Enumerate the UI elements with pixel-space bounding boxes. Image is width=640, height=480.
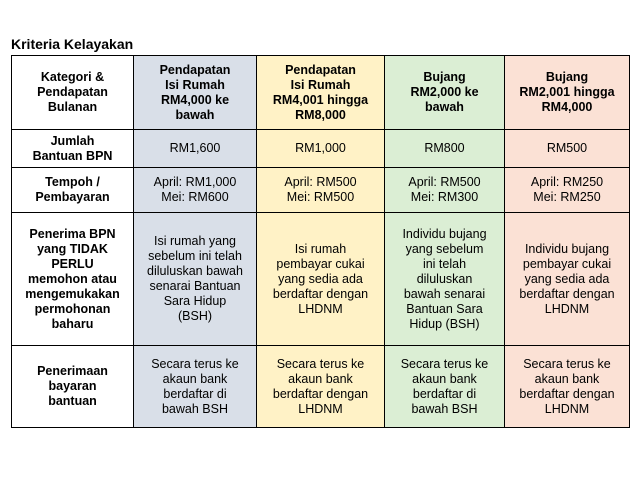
table-row xyxy=(12,346,630,428)
table-cell: April: RM250 Mei: RM250 xyxy=(505,168,630,213)
table-cell: RM1,000 xyxy=(257,130,385,168)
header-household-rm4001-rm8000: Pendapatan Isi Rumah RM4,001 hingga RM8,000 xyxy=(257,56,385,130)
table-cell: RM500 xyxy=(505,130,630,168)
row-label-recipients: Penerima BPN yang TIDAK PERLU memohon atau mengemukakan permohonan baharu xyxy=(12,213,134,346)
table-cell: RM800 xyxy=(385,130,505,168)
table-cell: Isi rumah pembayar cukai yang sedia ada berdaftar dengan LHDNM xyxy=(257,213,385,346)
eligibility-criteria-table xyxy=(11,55,630,428)
row-label-payment-receipt: Penerimaan bayaran bantuan xyxy=(12,346,134,428)
table-cell: RM1,600 xyxy=(134,130,257,168)
table-row xyxy=(12,130,630,168)
table-row xyxy=(12,213,630,346)
table-cell: Individu bujang yang sebelum ini telah diluluskan bawah senarai Bantuan Sara Hidup (BSH) xyxy=(385,213,505,346)
table-cell: Secara terus ke akaun bank berdaftar di bawah BSH xyxy=(134,346,257,428)
table-cell: Secara terus ke akaun bank berdaftar dengan LHDNM xyxy=(505,346,630,428)
table-cell: Secara terus ke akaun bank berdaftar di bawah BSH xyxy=(385,346,505,428)
table-cell: April: RM1,000 Mei: RM600 xyxy=(134,168,257,213)
table-row xyxy=(12,168,630,213)
table-cell: Isi rumah yang sebelum ini telah diluluskan bawah senarai Bantuan Sara Hidup (BSH) xyxy=(134,213,257,346)
table-cell: Individu bujang pembayar cukai yang sedia ada berdaftar dengan LHDNM xyxy=(505,213,630,346)
page-title: Kriteria Kelayakan xyxy=(11,36,134,52)
row-label-period: Tempoh / Pembayaran xyxy=(12,168,134,213)
header-single-rm2001-rm4000: Bujang RM2,001 hingga RM4,000 xyxy=(505,56,630,130)
header-single-rm2000-below: Bujang RM2,000 ke bawah xyxy=(385,56,505,130)
table-cell: April: RM500 Mei: RM500 xyxy=(257,168,385,213)
header-household-rm4000-below: Pendapatan Isi Rumah RM4,000 ke bawah xyxy=(134,56,257,130)
row-label-amount: Jumlah Bantuan BPN xyxy=(12,130,134,168)
table-cell: Secara terus ke akaun bank berdaftar dengan LHDNM xyxy=(257,346,385,428)
table-header-row xyxy=(12,56,630,130)
header-category-income: Kategori & Pendapatan Bulanan xyxy=(12,56,134,130)
table-cell: April: RM500 Mei: RM300 xyxy=(385,168,505,213)
